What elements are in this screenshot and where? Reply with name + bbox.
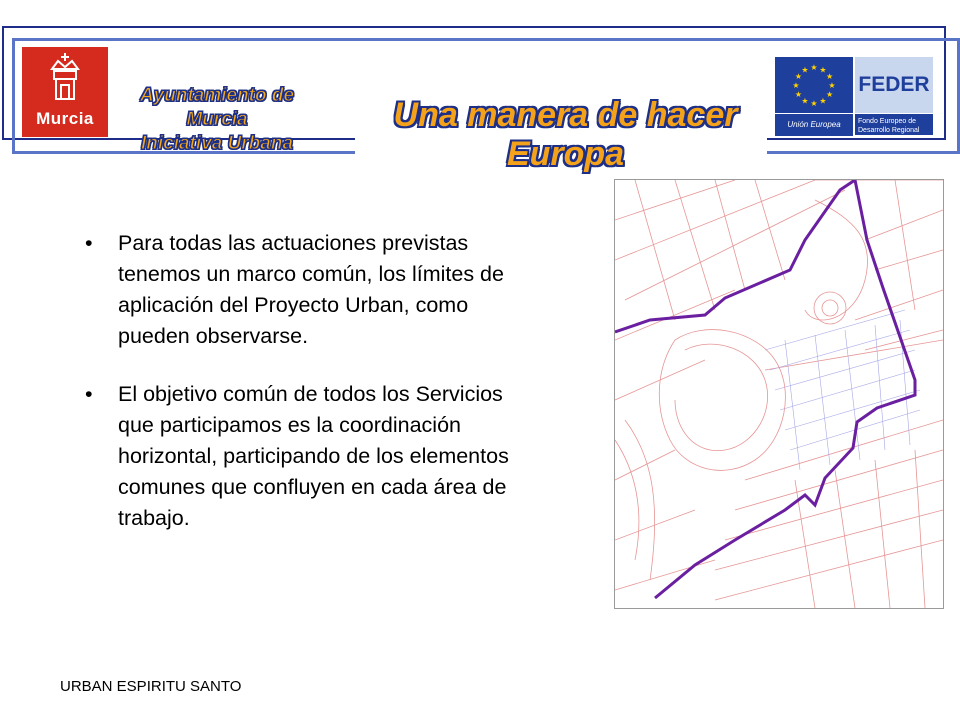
eu-star-icon: ★: [810, 99, 818, 108]
bullet-text: Para todas las actuaciones previstas tenemos un marco común, los límites de aplicación del Proyecto Urban, como pueden observarse.: [118, 231, 504, 348]
eu-flag-icon: [775, 57, 853, 113]
crown-icon: [22, 47, 108, 109]
ayuntamiento-title: [112, 84, 322, 156]
murcia-logo-text: Murcia: [36, 109, 94, 128]
eu-star-icon: ★: [819, 65, 827, 75]
urban-area-map: [614, 179, 944, 609]
eu-star-icon: ★: [794, 72, 802, 81]
ayuntamiento-line2: Iniciativa Urbana: [140, 133, 294, 154]
eu-star-icon: ★: [801, 65, 809, 75]
eu-star-icon: ★: [819, 96, 827, 106]
map-drawing: [615, 180, 943, 608]
slogan: Una manera de hacer Europa: [393, 96, 738, 173]
eu-star-icon: ★: [826, 72, 834, 81]
murcia-logo: [22, 47, 108, 137]
footer-text: URBAN ESPIRITU SANTO: [60, 678, 242, 695]
eu-star-icon: ★: [826, 90, 834, 99]
feder-title: FEDER: [855, 57, 933, 113]
ayuntamiento-line1: Ayuntamiento de Murcia: [139, 85, 295, 130]
eu-star-icon: ★: [792, 81, 800, 90]
bullet-item: [85, 379, 515, 534]
eu-label: Unión Europea: [775, 113, 853, 136]
eu-star-icon: ★: [828, 81, 836, 90]
eu-star-icon: ★: [810, 63, 818, 72]
feder-subtitle: Fondo Europeo de Desarrollo Regional: [855, 113, 933, 135]
bullet-item: [85, 228, 515, 352]
bullet-text: El objetivo común de todos los Servicios que participamos es la coordinación horizontal, participando de los elementos comunes que confluyen en cada área de trabajo.: [118, 382, 509, 530]
eu-star-icon: ★: [801, 96, 809, 106]
eu-feder-logo: [775, 57, 933, 135]
bullet-marker: •: [85, 231, 93, 255]
eu-star-icon: ★: [794, 90, 802, 99]
bullet-list: [85, 228, 515, 561]
bullet-marker: •: [85, 382, 93, 406]
